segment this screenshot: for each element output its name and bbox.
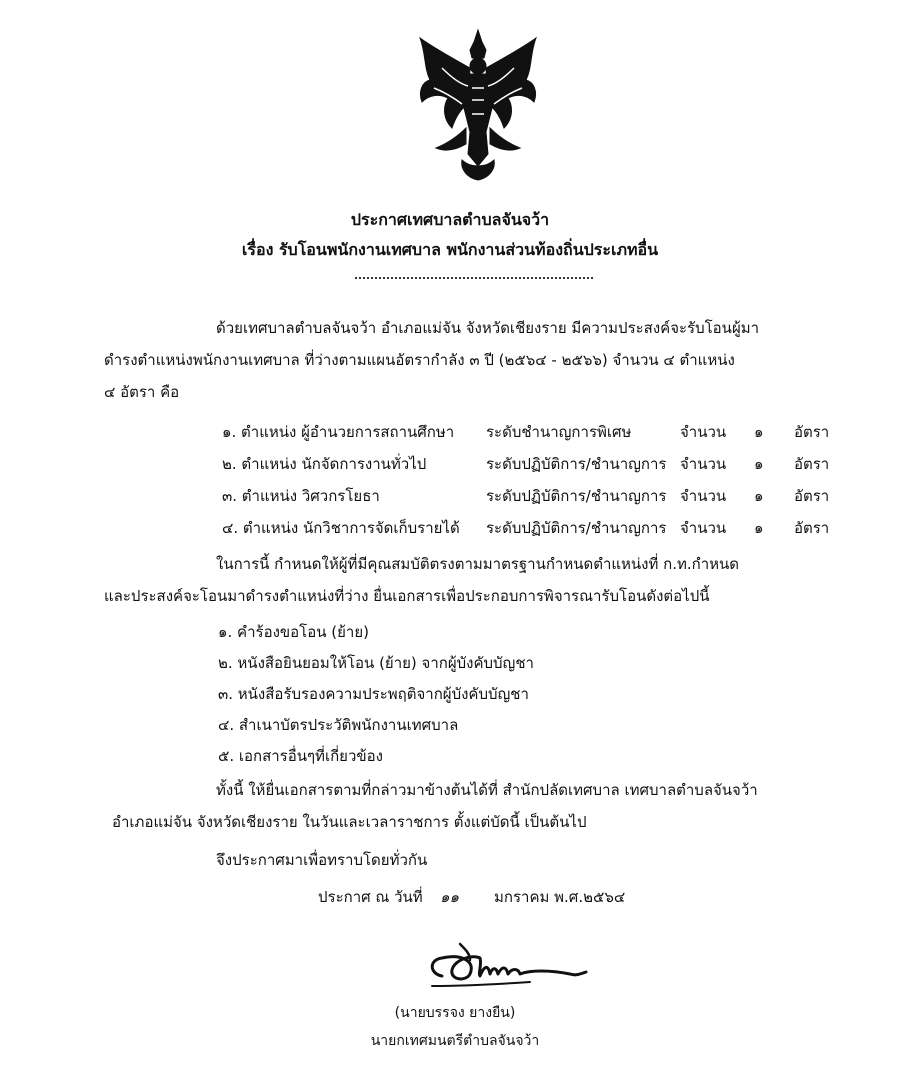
announcement-subject: เรื่อง รับโอนพนักงานเทศบาล พนักงานส่วนท้องถิ่นประเภทอื่น: [241, 240, 659, 259]
requirements-line: ในการนี้ กำหนดให้ผู้ที่มีคุณสมบัติตรงตามมาตรฐานกำหนดตำแหน่งที่ ก.ท.กำหนด: [216, 555, 740, 573]
position-level: ระดับปฏิบัติการ/ชำนาญการ: [486, 519, 667, 537]
date-month-year: มกราคม พ.ศ.๒๕๖๔: [494, 888, 626, 906]
closing-line: จึงประกาศมาเพื่อทราบโดยทั่วกัน: [216, 851, 428, 869]
announcement-title: ประกาศเทศบาลตำบลจันจว้า: [350, 210, 550, 229]
garuda-emblem-icon: [412, 28, 544, 188]
position-count-label: จำนวน: [680, 487, 727, 505]
position-title: ๒. ตำแหน่ง นักจัดการงานทั่วไป: [222, 455, 427, 473]
position-unit: อัตรา: [794, 423, 830, 441]
signer-name: (นายบรรจง ยางยืน): [394, 1005, 516, 1021]
document-item: ๓. หนังสือรับรองความประพฤติจากผู้บังคับบัญชา: [218, 685, 529, 703]
signature-image: [420, 930, 590, 1000]
intro-paragraph: [104, 312, 864, 408]
position-title: ๓. ตำแหน่ง วิศวกรโยธา: [222, 487, 380, 505]
position-title: ๑. ตำแหน่ง ผู้อำนวยการสถานศึกษา: [222, 423, 455, 441]
position-level: ระดับปฏิบัติการ/ชำนาญการ: [486, 487, 667, 505]
document-item: ๕. เอกสารอื่นๆที่เกี่ยวข้อง: [218, 747, 383, 765]
position-level: ระดับปฏิบัติการ/ชำนาญการ: [486, 455, 667, 473]
date-day: ๑๑: [440, 888, 460, 906]
submission-paragraph: [112, 774, 882, 838]
position-unit: อัตรา: [794, 487, 830, 505]
position-count: ๑: [754, 455, 764, 473]
intro-line: ดำรงตำแหน่งพนักงานเทศบาล ที่ว่างตามแผนอัตรากำลัง ๓ ปี (๒๕๖๔ - ๒๕๖๖) จำนวน ๔ ตำแหน่ง: [104, 351, 735, 369]
position-level: ระดับชำนาญการพิเศษ: [486, 423, 632, 441]
position-count-label: จำนวน: [680, 519, 727, 537]
requirements-paragraph: [104, 548, 874, 612]
position-title: ๔. ตำแหน่ง นักวิชาการจัดเก็บรายได้: [222, 519, 460, 537]
submission-line: ทั้งนี้ ให้ยื่นเอกสารตามที่กล่าวมาข้างต้นได้ที่ สำนักปลัดเทศบาล เทศบาลตำบลจันจว้า: [216, 781, 758, 799]
position-count: ๑: [754, 519, 764, 537]
position-count-label: จำนวน: [680, 423, 727, 441]
signer-position: นายกเทศมนตรีตำบลจันจว้า: [370, 1033, 540, 1049]
intro-line: ๔ อัตรา คือ: [104, 383, 180, 401]
position-unit: อัตรา: [794, 519, 830, 537]
document-item: ๔. สำเนาบัตรประวัติพนักงานเทศบาล: [218, 716, 459, 734]
position-count: ๑: [754, 423, 764, 441]
submission-line: อำเภอแม่จัน จังหวัดเชียงราย ในวันและเวลาราชการ ตั้งแต่บัดนี้ เป็นต้นไป: [112, 813, 587, 831]
requirements-line: และประสงค์จะโอนมาดำรงตำแหน่งที่ว่าง ยื่นเอกสารเพื่อประกอบการพิจารณารับโอนดังต่อไปนี้: [104, 587, 710, 605]
position-unit: อัตรา: [794, 455, 830, 473]
document-item: ๒. หนังสือยินยอมให้โอน (ย้าย) จากผู้บังคับบัญชา: [218, 654, 534, 672]
document-item: ๑. คำร้องขอโอน (ย้าย): [218, 623, 369, 641]
date-prefix: ประกาศ ณ วันที่: [318, 888, 423, 906]
position-count-label: จำนวน: [680, 455, 727, 473]
intro-line: ด้วยเทศบาลตำบลจันจว้า อำเภอแม่จัน จังหวัดเชียงราย มีความประสงค์จะรับโอนผู้มา: [216, 319, 760, 337]
position-count: ๑: [754, 487, 764, 505]
dotted-divider: [355, 277, 593, 279]
